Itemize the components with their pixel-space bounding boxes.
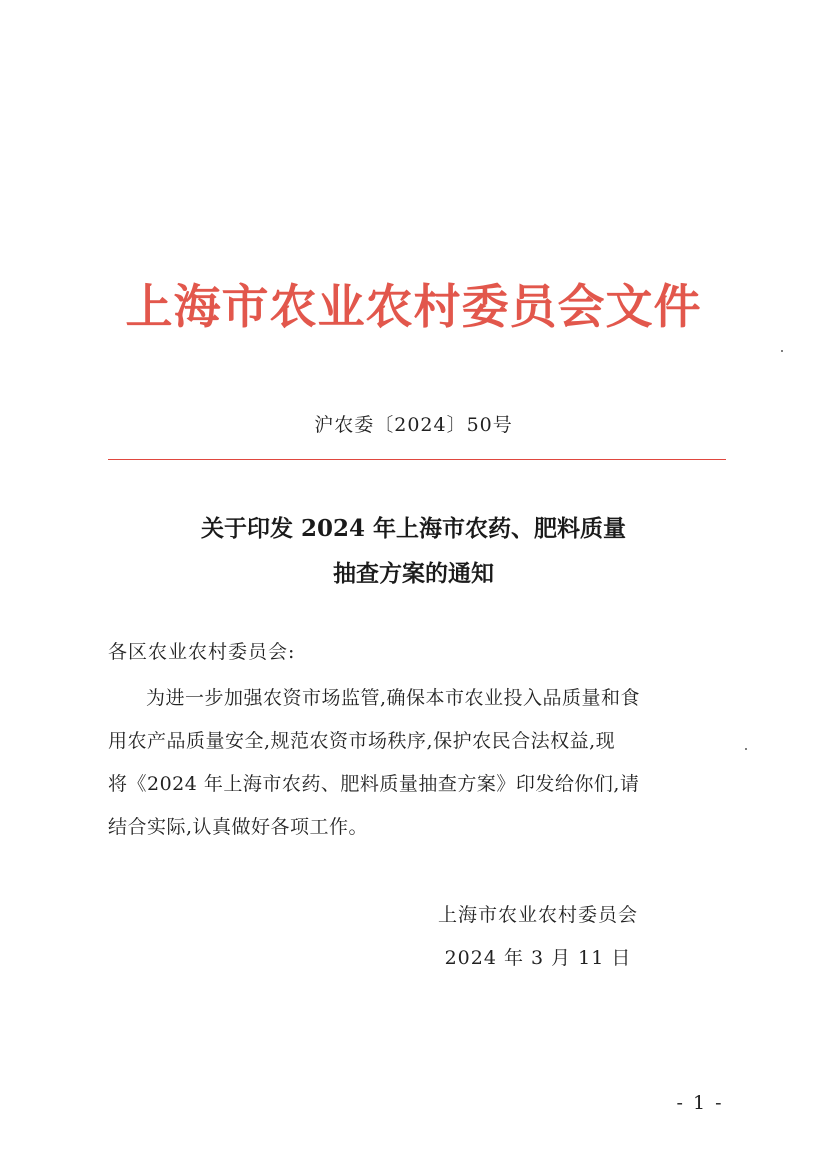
- signature-date: 2024 年 3 月 11 日: [444, 947, 632, 969]
- notice-title-line-1: 关于印发 2024 年上海市农药、肥料质量: [200, 515, 627, 542]
- notice-title-line-2: 抽查方案的通知: [333, 560, 494, 587]
- document-number: 沪农委〔2024〕50号: [314, 414, 513, 436]
- page-number: - 1 -: [676, 1092, 724, 1114]
- scan-speck: [745, 748, 747, 750]
- body-line: 为进一步加强农资市场监管,确保本市农业投入品质量和食: [146, 687, 641, 709]
- scan-speck: [781, 350, 783, 352]
- notice-title: [0, 506, 827, 596]
- body-line: 用农产品质量安全,规范农资市场秩序,保护农民合法权益,现: [108, 730, 616, 752]
- body-line: 结合实际,认真做好各项工作。: [108, 816, 369, 838]
- body-paragraph: [108, 677, 728, 849]
- signature-organization: 上海市农业农村委员会: [437, 904, 638, 926]
- red-divider-line: [108, 459, 726, 460]
- masthead-title: 上海市农业农村委员会文件: [125, 280, 702, 335]
- body-line: 将《2024 年上海市农药、肥料质量抽查方案》印发给你们,请: [108, 773, 640, 795]
- salutation: 各区农业农村委员会:: [108, 641, 296, 663]
